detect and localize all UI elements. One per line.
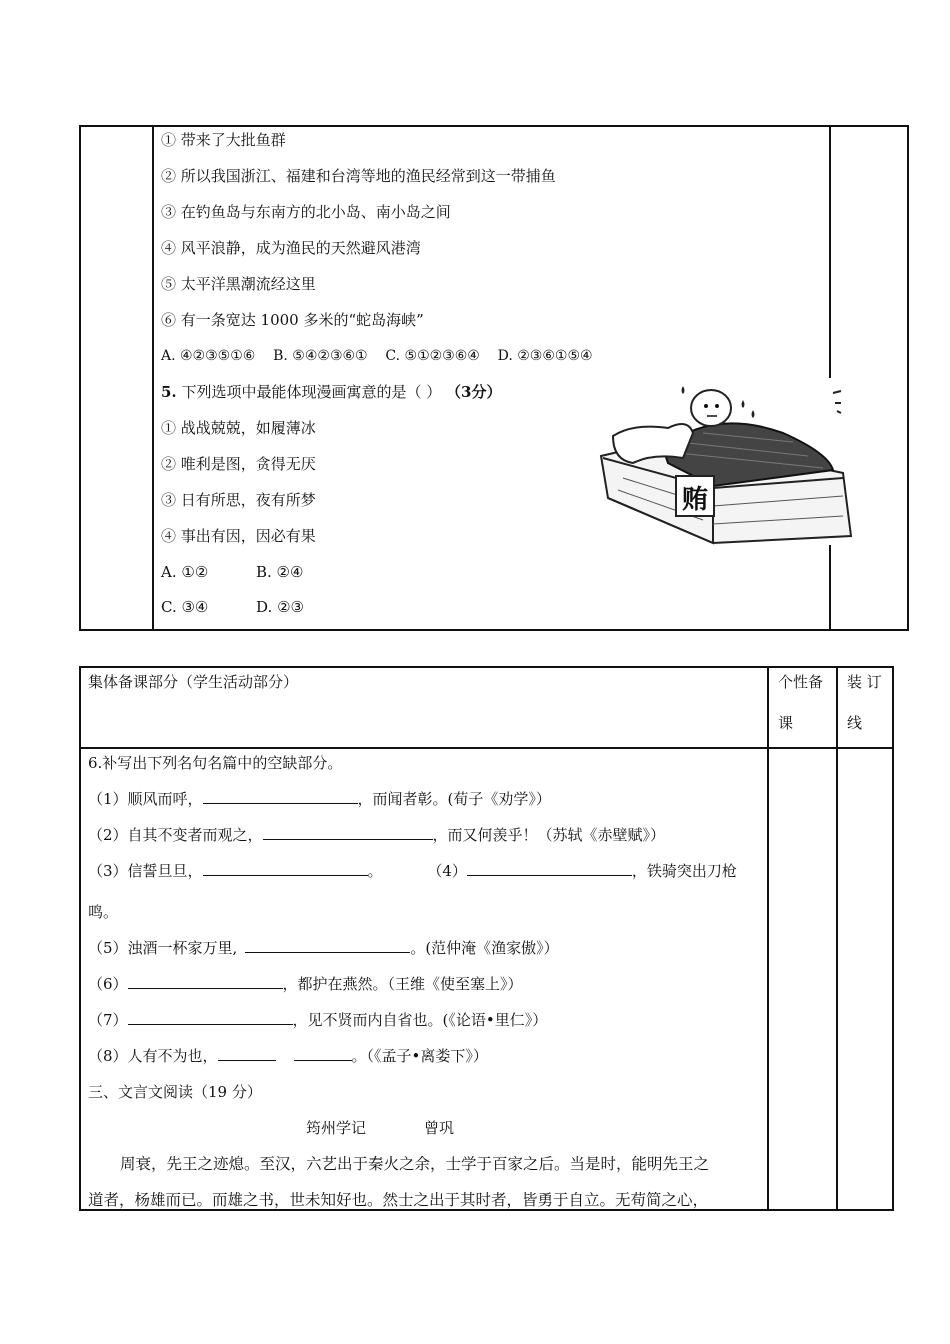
q5-options-row1: A. ①② B. ②④ bbox=[161, 563, 304, 581]
header-collective: 集体备课部分（学生活动部分） bbox=[88, 673, 299, 691]
q5-title bbox=[161, 382, 501, 402]
header-binding-1: 装 订 bbox=[847, 673, 882, 691]
q6-l2-pre: （2）自其不变者而观之， bbox=[88, 826, 263, 844]
cartoon-label: 贿 bbox=[682, 485, 709, 515]
q5-question-text: 下列选项中最能体现漫画寓意的是（ ） bbox=[181, 383, 442, 401]
q6-line-1 bbox=[88, 789, 551, 809]
header-personal-1: 个性备 bbox=[778, 673, 824, 691]
essay-title: 筠州学记 bbox=[306, 1119, 367, 1137]
q6-line-8 bbox=[88, 1046, 488, 1066]
q4-item-2: ② 所以我国浙江、福建和台湾等地的渔民经常到这一带捕鱼 bbox=[161, 167, 556, 185]
q5-item-1: ① 战战兢兢，如履薄冰 bbox=[161, 419, 316, 437]
q6-line-6 bbox=[88, 974, 523, 994]
q4-item-6: ⑥ 有一条宽达 1000 多米的“蛇岛海峡” bbox=[161, 311, 424, 329]
q5-item-2: ② 唯利是图，贪得无厌 bbox=[161, 455, 316, 473]
header-personal-2: 课 bbox=[778, 714, 794, 732]
q5-item-4: ④ 事出有因，因必有果 bbox=[161, 527, 316, 545]
q6-l4-num: （4） bbox=[427, 862, 467, 880]
answer-blank-7[interactable] bbox=[128, 1010, 293, 1025]
q6-l1-post: ，而闻者彰。(荀子《劝学》） bbox=[357, 790, 551, 808]
q5-score: （3分） bbox=[446, 383, 502, 401]
q4-item-3: ③ 在钓鱼岛与东南方的北小岛、南小岛之间 bbox=[161, 203, 451, 221]
header-binding-2: 线 bbox=[847, 714, 863, 732]
section-3-title: 三、文言文阅读（19 分） bbox=[88, 1083, 262, 1101]
q6-l7-pre: （7） bbox=[88, 1011, 128, 1029]
q6-l8-pre: （8）人有不为也， bbox=[88, 1047, 218, 1065]
q6-line-5 bbox=[88, 938, 559, 958]
cartoon-drawing bbox=[593, 378, 855, 545]
column-divider-left bbox=[152, 125, 154, 631]
answer-blank-6[interactable] bbox=[128, 974, 283, 989]
q4-options: A. ④②③⑤①⑥ B. ⑤④②③⑥① C. ⑤①②③⑥④ D. ②③⑥①⑤④ bbox=[161, 348, 593, 364]
answer-blank-8a[interactable] bbox=[218, 1046, 276, 1061]
q6-l7-post: ，见不贤而内自省也。(《论语•里仁》） bbox=[292, 1011, 548, 1029]
q6-l8-post: 。（《孟子•离娄下》） bbox=[351, 1047, 488, 1065]
answer-blank-3[interactable] bbox=[203, 861, 368, 876]
q6-l1-pre: （1）顺风而呼， bbox=[88, 790, 203, 808]
q6-line-3 bbox=[88, 861, 737, 881]
essay-paragraph-line-2: 道者，杨雄而已。而雄之书，世未知好也。然士之出于其时者，皆勇于自立。无苟简之心， bbox=[88, 1191, 709, 1209]
q6-title: 6.补写出下列名句名篇中的空缺部分。 bbox=[88, 754, 343, 772]
q6-line-2 bbox=[88, 825, 665, 845]
answer-blank-8b[interactable] bbox=[294, 1046, 352, 1061]
answer-blank-5[interactable] bbox=[245, 938, 410, 953]
q5-number: 5. bbox=[161, 383, 177, 401]
q6-l6-pre: （6） bbox=[88, 975, 128, 993]
q6-l3-pre: （3）信誓旦旦， bbox=[88, 862, 203, 880]
q5-options-row2: C. ③④ D. ②③ bbox=[161, 598, 304, 616]
essay-author: 曾巩 bbox=[424, 1119, 455, 1137]
q6-line-7 bbox=[88, 1010, 547, 1030]
essay-paragraph-line-1: 周衰，先王之迹熄。至汉，六艺出于秦火之余，士学于百家之后。当是时，能明先王之 bbox=[120, 1155, 710, 1173]
q6-l5-post: 。(范仲淹《渔家傲》） bbox=[410, 939, 559, 957]
q5-item-3: ③ 日有所思，夜有所梦 bbox=[161, 491, 316, 509]
answer-blank-1[interactable] bbox=[203, 789, 358, 804]
q4-item-5: ⑤ 太平洋黑潮流经这里 bbox=[161, 275, 316, 293]
q6-l6-post: ，都护在燕然。（王维《使至塞上》） bbox=[282, 975, 523, 993]
q6-l5-pre: （5）浊酒一杯家万里, bbox=[88, 939, 238, 957]
header-row-divider bbox=[79, 747, 894, 749]
answer-blank-2[interactable] bbox=[263, 825, 433, 840]
answer-blank-4[interactable] bbox=[467, 861, 632, 876]
q6-line-3-cont: 鸣。 bbox=[88, 903, 119, 921]
q4-item-4: ④ 风平浪静，成为渔民的天然避风港湾 bbox=[161, 239, 421, 257]
q6-l3-mid: 。 bbox=[367, 862, 383, 880]
q6-l4-post: ，铁骑突出刀枪 bbox=[631, 862, 737, 880]
q4-item-1: ① 带来了大批鱼群 bbox=[161, 131, 286, 149]
q6-l2-post: ，而又何羡乎！（苏轼《赤壁赋》） bbox=[432, 826, 666, 844]
cartoon-image bbox=[593, 378, 855, 545]
